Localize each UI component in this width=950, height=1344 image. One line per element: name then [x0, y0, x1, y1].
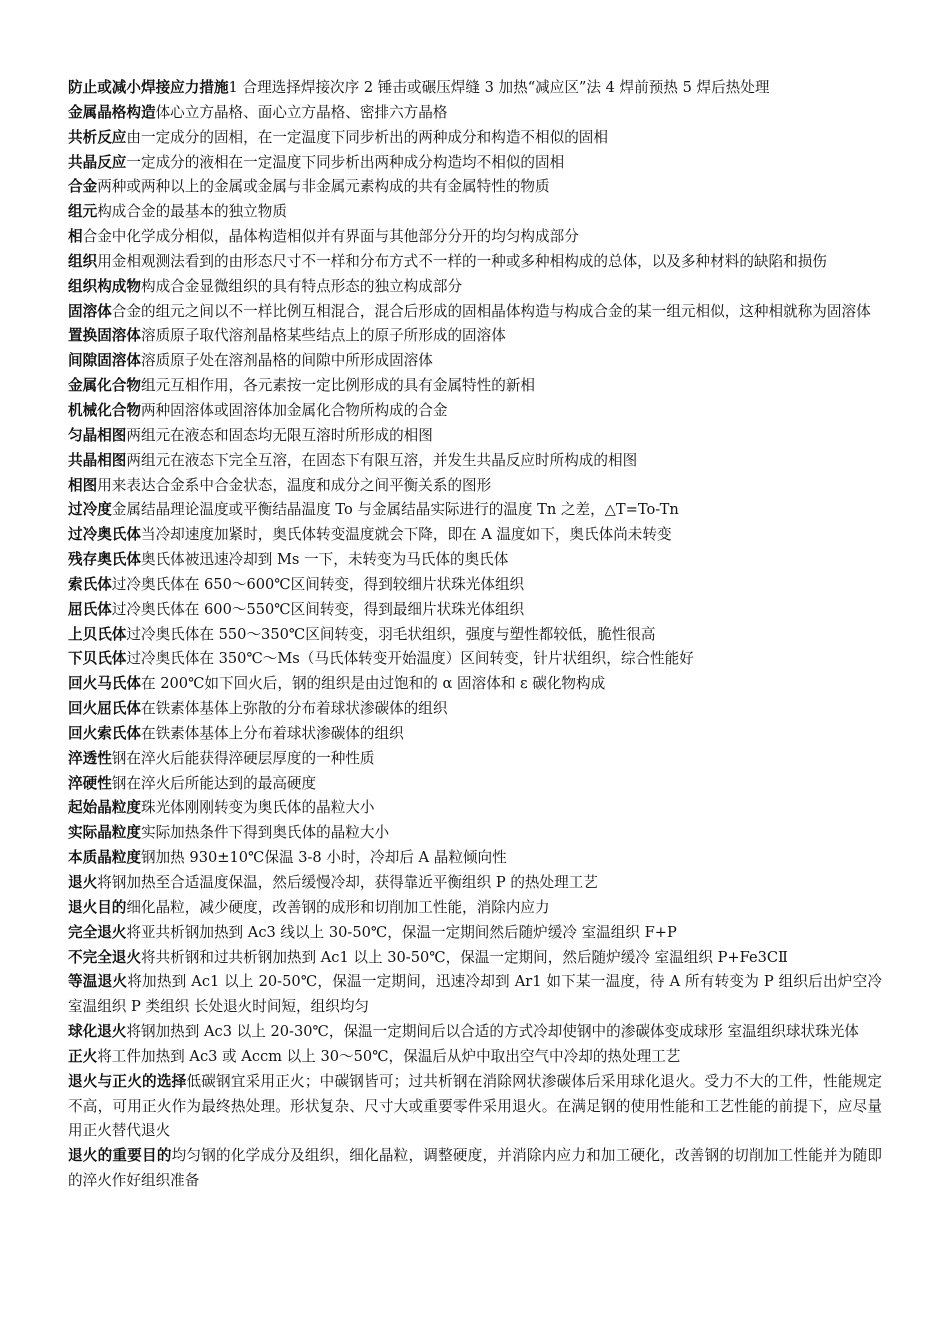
glossary-entry	[68, 647, 882, 672]
glossary-definition: 过冷奥氏体在 650～600℃区间转变，得到较细片状珠光体组织	[111, 575, 525, 593]
glossary-definition: 将加热到 Ac1 以上 20-50℃，保温一定期间，迅速冷却到 Ar1 如下某一温度，待 A 所有转变为 P 组织后出炉空冷 室温组织 P 类组织 长处退火时间短，组织均匀	[68, 973, 882, 1016]
glossary-term: 等温退火	[68, 973, 128, 991]
glossary-term: 索氏体	[68, 575, 112, 593]
glossary-entry	[68, 747, 882, 772]
glossary-term: 共晶相图	[68, 451, 127, 469]
glossary-term: 实际晶粒度	[68, 824, 141, 842]
glossary-term: 组织	[68, 252, 98, 270]
glossary-definition: 构成合金的最基本的独立物质	[97, 203, 287, 221]
glossary-definition: 合金的组元之间以不一样比例互相混合，混合后形成的固相晶体构造与构成合金的某一组元相似，这种相就称为固溶体	[111, 302, 871, 320]
glossary-entry	[68, 623, 882, 648]
glossary-term: 退火	[68, 874, 98, 891]
glossary-term: 回火屈氏体	[68, 700, 141, 718]
glossary-definition: 两组元在液态和固态均无限互溶时所形成的相图	[126, 426, 433, 444]
glossary-term: 组织构成物	[68, 277, 141, 295]
glossary-entry	[68, 151, 882, 176]
glossary-term: 机械化合物	[68, 401, 141, 419]
glossary-entry	[68, 970, 882, 1020]
glossary-entry	[68, 1070, 882, 1145]
glossary-definition: 过冷奥氏体在 600～550℃区间转变，得到最细片状珠光体组织	[111, 600, 525, 618]
glossary-entry	[68, 523, 882, 548]
glossary-entry	[68, 1144, 882, 1194]
glossary-definition: 构成合金显微组织的具有特点形态的独立构成部分	[140, 277, 463, 295]
glossary-entry	[68, 498, 882, 523]
glossary-term: 上贝氏体	[68, 625, 127, 643]
glossary-definition: 将钢加热至合适温度保温，然后缓慢冷却，获得靠近平衡组织 P 的热处理工艺	[97, 874, 598, 891]
glossary-term: 本质晶粒度	[68, 849, 141, 867]
glossary-entry	[68, 275, 882, 300]
glossary-entry	[68, 598, 882, 623]
glossary-term: 过冷奥氏体	[68, 526, 141, 544]
glossary-definition: 用金相观测法看到的由形态尺寸不一样和分布方式不一样的一种或多种相构成的总体，以及多种材料的缺陷和损伤	[97, 252, 827, 270]
glossary-entry	[68, 772, 882, 797]
glossary-term: 不完全退火	[68, 948, 141, 966]
glossary-term: 相	[68, 228, 83, 246]
glossary-definition: 两种或两种以上的金属或金属与非金属元素构成的共有金属特性的物质	[97, 178, 550, 196]
glossary-term: 起始晶粒度	[68, 799, 141, 817]
glossary-definition: 一定成分的液相在一定温度下同步析出两种成分构造均不相似的固相	[126, 153, 565, 171]
glossary-term: 固溶体	[68, 302, 112, 320]
glossary-definition: 将工件加热到 Ac3 或 Accm 以上 30～50℃，保温后从炉中取出空气中冷却的热处理工艺	[97, 1047, 681, 1065]
glossary-entry	[68, 374, 882, 399]
glossary-term: 屈氏体	[68, 600, 112, 618]
glossary-term: 残存奥氏体	[68, 551, 141, 569]
glossary-definition: 两组元在液态下完全互溶，在固态下有限互溶，并发生共晶反应时所构成的相图	[126, 451, 638, 469]
glossary-entry	[68, 1045, 882, 1070]
glossary-entry	[68, 449, 882, 474]
glossary-term: 下贝氏体	[68, 650, 127, 668]
glossary-term: 防止或减小焊接应力措施	[68, 79, 229, 96]
glossary-definition: 当冷却速度加紧时，奥氏体转变温度就会下降，即在 A 温度如下，奥氏体尚未转变	[140, 526, 672, 544]
glossary-definition: 组元互相作用，各元素按一定比例形成的具有金属特性的新相	[140, 377, 536, 395]
glossary-definition: 将亚共析钢加热到 Ac3 线以上 30-50℃，保温一定期间然后随炉缓冷 室温组织 F+P	[126, 923, 677, 941]
glossary-entry	[68, 126, 882, 151]
glossary-entry	[68, 300, 882, 325]
glossary-definition: 钢加热 930±10℃保温 3-8 小时，冷却后 A 晶粒倾向性	[140, 849, 507, 867]
glossary-entry	[68, 821, 882, 846]
glossary-term: 回火马氏体	[68, 675, 141, 693]
glossary-entry	[68, 424, 882, 449]
glossary-entry	[68, 846, 882, 871]
glossary-entry	[68, 225, 882, 250]
glossary-term: 相图	[68, 476, 98, 494]
glossary-definition: 由一定成分的固相，在一定温度下同步析出的两种成分和构造不相似的固相	[126, 128, 608, 146]
glossary-entry	[68, 1020, 882, 1045]
glossary-term: 退火与正火的选择	[68, 1072, 187, 1090]
glossary-entry	[68, 573, 882, 598]
glossary-entry	[68, 324, 882, 349]
glossary-definition: 细化晶粒，减少硬度，改善钢的成形和切削加工性能，消除内应力	[126, 898, 550, 916]
glossary-entry	[68, 200, 882, 225]
glossary-term: 退火的重要目的	[68, 1147, 172, 1165]
glossary-entry	[68, 921, 882, 946]
glossary-entry	[68, 399, 882, 424]
glossary-definition: 金属结晶理论温度或平衡结晶温度 To 与金属结晶实际进行的温度 Tn 之差，△T=To-Tn	[111, 501, 679, 519]
glossary-definition: 在铁素体基体上弥散的分布着球状渗碳体的组织	[140, 700, 448, 718]
glossary-entry	[68, 250, 882, 275]
glossary-definition: 将钢加热到 Ac3 以上 20-30℃，保温一定期间后以合适的方式冷却使钢中的渗碳体变成球形 室温组织球状珠光体	[126, 1023, 859, 1041]
glossary-definition: 在铁素体基体上分布着球状渗碳体的组织	[140, 724, 404, 742]
glossary-definition: 钢在淬火后能获得淬硬层厚度的一种性质	[111, 749, 375, 767]
glossary-definition: 体心立方晶格、面心立方晶格、密排六方晶格	[155, 103, 448, 121]
glossary-definition: 1 合理选择焊接次序 2 锤击或碾压焊缝 3 加热“减应区”法 4 焊前预热 5 焊后热处理	[228, 79, 770, 96]
glossary-entry	[68, 474, 882, 499]
glossary-definition: 在 200℃如下回火后，钢的组织是由过饱和的 α 固溶体和 ε 碳化物构成	[140, 675, 606, 693]
glossary-definition: 两种固溶体或固溶体加金属化合物所构成的合金	[140, 401, 448, 419]
glossary-definition: 实际加热条件下得到奥氏体的晶粒大小	[140, 824, 390, 842]
glossary-term: 组元	[68, 203, 98, 221]
glossary-term: 正火	[68, 1047, 98, 1065]
glossary-term: 共晶反应	[68, 153, 127, 171]
glossary-entry	[68, 349, 882, 374]
glossary-term: 淬透性	[68, 749, 112, 767]
glossary-term: 合金	[68, 178, 98, 196]
glossary-definition: 过冷奥氏体在 550～350℃区间转变，羽毛状组织，强度与塑性都较低，脆性很高	[126, 625, 656, 643]
glossary-term: 间隙固溶体	[68, 352, 141, 370]
glossary-term: 回火索氏体	[68, 724, 141, 742]
glossary-definition: 用来表达合金系中合金状态，温度和成分之间平衡关系的图形	[97, 476, 492, 494]
glossary-term: 完全退火	[68, 923, 127, 941]
glossary-entry	[68, 896, 882, 921]
glossary-definition: 溶质原子处在溶剂晶格的间隙中所形成固溶体	[140, 352, 433, 370]
glossary-term: 共析反应	[68, 128, 127, 146]
glossary-term: 金属晶格构造	[68, 103, 156, 121]
glossary-definition: 均匀钢的化学成分及组织，细化晶粒，调整硬度，并消除内应力和加工硬化，改善钢的切削加工性能并为随即的淬火作好组织准备	[68, 1147, 882, 1190]
glossary-term: 球化退火	[68, 1023, 127, 1041]
glossary-entry	[68, 101, 882, 126]
glossary-entry	[68, 548, 882, 573]
glossary-entry	[68, 76, 882, 101]
glossary-term: 置换固溶体	[68, 327, 141, 345]
glossary-term: 过冷度	[68, 501, 112, 519]
glossary-definition: 钢在淬火后所能达到的最高硬度	[111, 774, 317, 792]
glossary-term: 淬硬性	[68, 774, 112, 792]
glossary-definition: 将共析钢和过共析钢加热到 Ac1 以上 30-50℃，保温一定期间，然后随炉缓冷 室温组织 P+Fe3CⅡ	[140, 948, 788, 966]
glossary-term: 匀晶相图	[68, 426, 127, 444]
glossary-definition: 溶质原子取代溶剂晶格某些结点上的原子所形成的固溶体	[140, 327, 506, 345]
glossary-definition: 珠光体刚刚转变为奥氏体的晶粒大小	[140, 799, 375, 817]
glossary-entry	[68, 796, 882, 821]
glossary-definition: 合金中化学成分相似，晶体构造相似并有界面与其他部分分开的均匀构成部分	[82, 228, 579, 246]
glossary-term: 退火目的	[68, 898, 127, 916]
glossary-term: 金属化合物	[68, 377, 141, 395]
glossary-entry	[68, 722, 882, 747]
glossary-entry	[68, 946, 882, 971]
glossary-entry	[68, 871, 882, 896]
glossary-entry	[68, 672, 882, 697]
glossary-definition: 奥氏体被迅速冷却到 Ms 一下，未转变为马氏体的奥氏体	[140, 551, 509, 569]
glossary-entry	[68, 175, 882, 200]
glossary-definition: 过冷奥氏体在 350℃～Ms（马氏体转变开始温度）区间转变，针片状组织，综合性能好	[126, 650, 694, 668]
glossary-definition: 低碳钢宜采用正火；中碳钢皆可；过共析钢在消除网状渗碳体后采用球化退火。受力不大的工件，性能规定不高，可用正火作为最终热处理。形状复杂、尺寸大或重要零件采用退火。在满足钢的使用性能和工艺性能的前提下，应尽量用正火替代退火	[68, 1072, 882, 1140]
document-page	[68, 76, 882, 1194]
glossary-entry	[68, 697, 882, 722]
